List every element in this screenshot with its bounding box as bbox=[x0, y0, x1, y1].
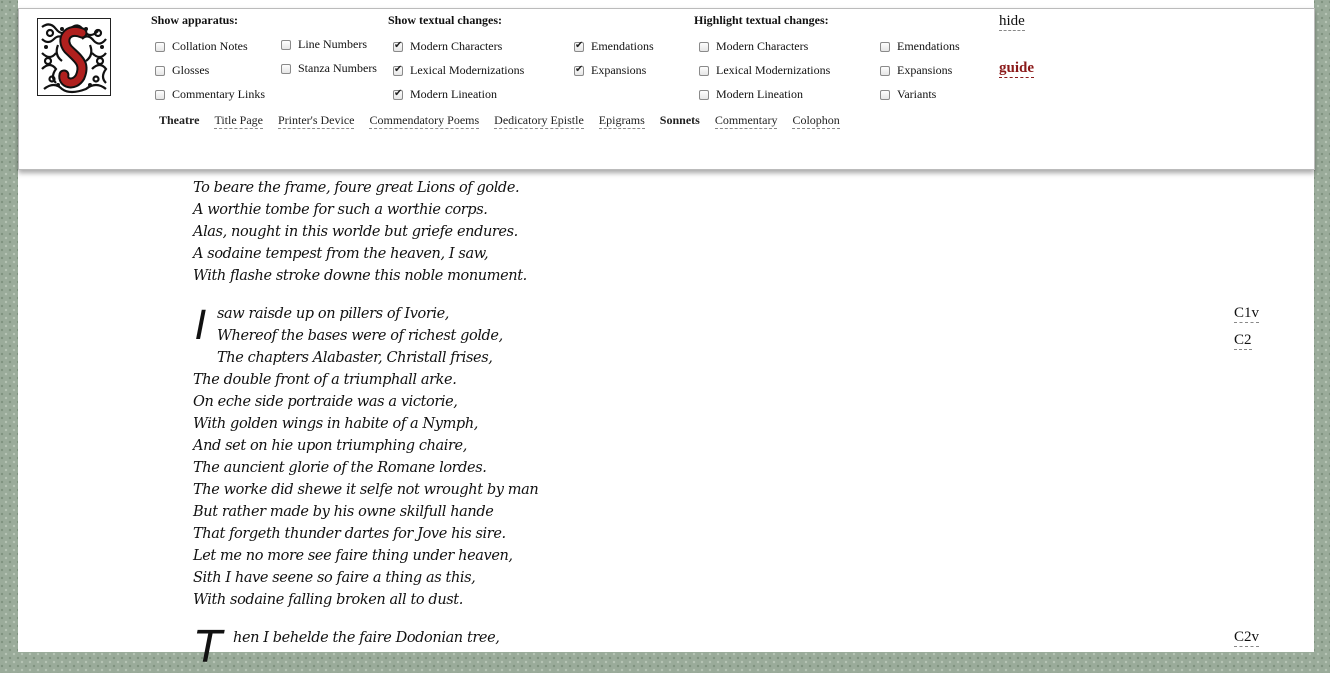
highlight-emendations[interactable] bbox=[880, 39, 960, 54]
poem-line: Let me no more see faire thing under heaven, bbox=[193, 548, 513, 564]
highlight-expansions[interactable] bbox=[880, 63, 952, 78]
poem-line: With flashe stroke downe this noble monument. bbox=[193, 268, 527, 284]
option-stanza-numbers[interactable] bbox=[281, 61, 377, 76]
nav-dedicatory-epistle[interactable]: Dedicatory Epistle bbox=[494, 113, 584, 127]
signature-link[interactable]: C2v bbox=[1234, 629, 1260, 645]
option-collation-notes[interactable] bbox=[155, 39, 248, 54]
nav-sonnets[interactable]: Sonnets bbox=[659, 113, 700, 127]
nav-title-page[interactable]: Title Page bbox=[214, 113, 263, 127]
section-nav bbox=[159, 113, 840, 129]
option-label: Modern Lineation bbox=[716, 87, 803, 101]
poem-line: hen I behelde the faire Dodonian tree, bbox=[233, 630, 500, 646]
highlight-modern-characters[interactable] bbox=[699, 39, 808, 54]
poem-line: Alas, nought in this worlde but griefe endures. bbox=[193, 224, 518, 240]
poem-line: And set on hie upon triumphing chaire, bbox=[193, 438, 467, 454]
option-label: Expansions bbox=[591, 63, 647, 77]
signature-link[interactable]: C1v bbox=[1234, 305, 1260, 321]
show-modern-characters[interactable] bbox=[393, 39, 502, 54]
checkbox[interactable] bbox=[155, 42, 165, 52]
option-label: Commentary Links bbox=[172, 87, 265, 101]
option-label: Variants bbox=[897, 87, 937, 101]
drop-cap: T bbox=[195, 622, 222, 673]
highlight-modern-lineation[interactable] bbox=[699, 87, 803, 102]
poem-line: But rather made by his owne skilfull hande bbox=[193, 504, 494, 520]
show-expansions[interactable] bbox=[574, 63, 646, 78]
poem-line: The chapters Alabaster, Christall frises, bbox=[217, 350, 493, 366]
control-panel bbox=[18, 8, 1315, 170]
nav-commendatory-poems[interactable]: Commendatory Poems bbox=[369, 113, 480, 127]
checkbox[interactable] bbox=[880, 66, 890, 76]
option-label: Lexical Modernizations bbox=[410, 63, 525, 77]
checkbox[interactable] bbox=[699, 90, 709, 100]
option-label: Glosses bbox=[172, 63, 210, 77]
checkbox[interactable] bbox=[155, 90, 165, 100]
poem-line: A worthie tombe for such a worthie corps. bbox=[193, 202, 488, 218]
option-label: Emendations bbox=[591, 39, 654, 53]
checkbox[interactable] bbox=[393, 90, 403, 100]
option-label: Modern Lineation bbox=[410, 87, 497, 101]
decorated-initial-s-icon bbox=[37, 18, 111, 96]
hide-link[interactable]: hide bbox=[999, 13, 1025, 29]
poem-line: The double front of a triumphall arke. bbox=[193, 372, 457, 388]
checkbox[interactable] bbox=[281, 40, 291, 50]
option-label: Expansions bbox=[897, 63, 953, 77]
poem-line: A sodaine tempest from the heaven, I saw, bbox=[193, 246, 489, 262]
checkbox[interactable] bbox=[281, 64, 291, 74]
option-glosses[interactable] bbox=[155, 63, 209, 78]
guide-link[interactable]: guide bbox=[999, 60, 1035, 76]
checkbox[interactable] bbox=[880, 90, 890, 100]
option-commentary-links[interactable] bbox=[155, 87, 265, 102]
checkbox[interactable] bbox=[699, 42, 709, 52]
poem-line: Whereof the bases were of richest golde, bbox=[217, 328, 503, 344]
signature-link[interactable]: C2 bbox=[1234, 332, 1252, 348]
nav-commentary[interactable]: Commentary bbox=[714, 113, 778, 127]
checkbox[interactable] bbox=[574, 66, 584, 76]
option-label: Stanza Numbers bbox=[298, 61, 377, 75]
show-emendations[interactable] bbox=[574, 39, 654, 54]
show-lexical-modernizations[interactable] bbox=[393, 63, 524, 78]
highlight-changes-title: Highlight textual changes: bbox=[694, 13, 829, 27]
option-label: Collation Notes bbox=[172, 39, 248, 53]
poem-line: saw raisde up on pillers of Ivorie, bbox=[217, 306, 450, 322]
poem-line: With golden wings in habite of a Nymph, bbox=[193, 416, 478, 432]
option-label: Modern Characters bbox=[410, 39, 503, 53]
checkbox[interactable] bbox=[155, 66, 165, 76]
poem-line: The auncient glorie of the Romane lordes. bbox=[193, 460, 487, 476]
drop-cap: I bbox=[195, 303, 207, 349]
show-changes-title: Show textual changes: bbox=[388, 13, 503, 27]
option-label: Modern Characters bbox=[716, 39, 809, 53]
highlight-variants[interactable] bbox=[880, 87, 936, 102]
apparatus-title: Show apparatus: bbox=[151, 13, 239, 27]
nav-printers-device[interactable]: Printer's Device bbox=[278, 113, 355, 127]
checkbox[interactable] bbox=[699, 66, 709, 76]
nav-theatre[interactable]: Theatre bbox=[159, 113, 200, 127]
nav-epigrams[interactable]: Epigrams bbox=[598, 113, 645, 127]
nav-colophon[interactable]: Colophon bbox=[792, 113, 840, 127]
option-line-numbers[interactable] bbox=[281, 37, 367, 52]
poem-line: That forgeth thunder dartes for Jove his sire. bbox=[193, 526, 506, 542]
checkbox[interactable] bbox=[393, 42, 403, 52]
poem-line: The worke did shewe it selfe not wrought by man bbox=[193, 482, 539, 498]
show-modern-lineation[interactable] bbox=[393, 87, 497, 102]
checkbox[interactable] bbox=[880, 42, 890, 52]
highlight-lexical-modernizations[interactable] bbox=[699, 63, 830, 78]
option-label: Lexical Modernizations bbox=[716, 63, 831, 77]
poem-line: On eche side portraide was a victorie, bbox=[193, 394, 458, 410]
poem-line: To beare the frame, foure great Lions of golde. bbox=[193, 180, 520, 196]
checkbox[interactable] bbox=[393, 66, 403, 76]
checkbox[interactable] bbox=[574, 42, 584, 52]
poem-line: Sith I have seene so faire a thing as this, bbox=[193, 570, 476, 586]
poem-line: With sodaine falling broken all to dust. bbox=[193, 592, 463, 608]
option-label: Emendations bbox=[897, 39, 960, 53]
option-label: Line Numbers bbox=[298, 37, 367, 51]
